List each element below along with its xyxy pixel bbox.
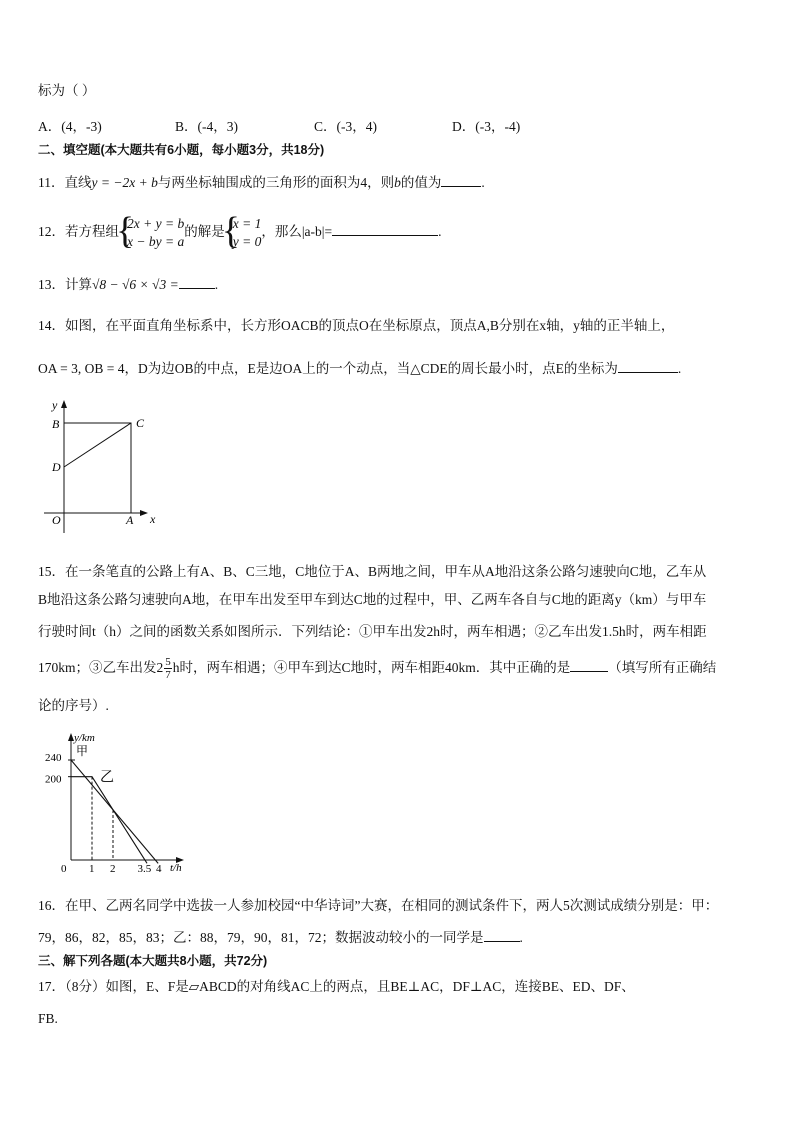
q10-option-b: B．(-4，3) xyxy=(175,119,238,134)
q11-answer-blank xyxy=(441,173,481,187)
q17-line1: 17．（8分）如图，E、F是▱ABCD的对角线AC上的两点，且BE⊥AC，DF⊥AC，连接BE、ED、DF、 xyxy=(38,979,635,994)
q12-sol1: { x = 1 xyxy=(232,215,262,231)
q11-text-a: 直线 xyxy=(64,175,92,190)
q13-end: . xyxy=(214,277,219,292)
q15-frac-num: 5 xyxy=(165,656,171,669)
x-axis-label: t/h xyxy=(170,862,182,874)
q12 xyxy=(38,212,441,252)
q14-end: . xyxy=(677,361,682,376)
q15-fraction xyxy=(164,656,172,681)
y-tick-label: 200 xyxy=(45,773,62,786)
q15-line4-b: h时，两车相遇；④甲车到达C地时，两车相距40km．其中正确的是 xyxy=(172,660,571,675)
q16-line1: 16．在甲、乙两名同学中选拔一人参加校园“中华诗词”大赛，在相同的测试条件下，两人5次测试成绩分别是：甲： xyxy=(38,898,719,913)
section3-title: 三、解下列各题(本大题共8小题，共72分) xyxy=(38,954,268,968)
q11-equation: y = −2x + b xyxy=(91,175,158,190)
q14-answer-blank xyxy=(618,359,678,373)
q12-text-a: 若方程组 xyxy=(65,224,119,239)
q16-line2 xyxy=(38,928,523,947)
q11-text-b: 与两坐标轴围成的三角形的面积为4，则 xyxy=(157,175,395,190)
q13-answer-blank xyxy=(179,275,215,289)
q15-line4 xyxy=(38,653,716,683)
q14-line2-text: OA = 3, OB = 4，D为边OB的中点，E是边OA上的一个动点，当△CDE的周长最小时，点E的坐标为 xyxy=(38,361,618,376)
series-label-yi: 乙 xyxy=(100,770,114,786)
q16-line2-text: 79，86，82，85，83；乙：88，79，90，81，72；数据波动较小的一同学是 xyxy=(38,930,484,945)
section2-title: 二、填空题(本大题共有6小题，每小题3分，共18分) xyxy=(38,143,325,157)
q13 xyxy=(38,275,218,294)
q15-line3: 行驶时间t（h）之间的函数关系如图所示．下列结论：①甲车出发2h时，两车相遇；②乙车出发1.5h时，两车相距 xyxy=(38,624,707,639)
q11-num: 11． xyxy=(38,175,65,190)
q14-figure xyxy=(40,395,170,535)
q13-expression: √8 − √6 × √3 = xyxy=(92,277,179,292)
q12-solution xyxy=(225,215,262,251)
q14-label-c: C xyxy=(136,416,145,430)
q12-eq2: x − by = a xyxy=(127,233,185,249)
q13-num: 13． xyxy=(38,277,65,292)
q14-y-arrow xyxy=(61,400,67,408)
q12-sol2: y = 0 xyxy=(232,233,262,249)
q12-text-b: 的解是 xyxy=(184,224,225,239)
q14-label-d: D xyxy=(52,460,61,474)
q10-option-d: D．(-3，-4) xyxy=(452,119,521,134)
q12-text-c: ，那么|a-b|= xyxy=(261,224,333,239)
q14-label-a: A xyxy=(126,513,134,527)
q11 xyxy=(38,173,485,192)
q15-line2: B地沿这条公路匀速驶向A地，在甲车出发至甲车到达C地的过程中，甲、乙两车各自与C地的距离y（km）与甲车 xyxy=(38,592,707,607)
q13-text-a: 计算 xyxy=(65,277,92,292)
q10-tail: 标为（ ） xyxy=(38,83,96,98)
q14-label-b: B xyxy=(52,417,60,431)
q14-segment-dc xyxy=(64,423,131,467)
q14-rectangle xyxy=(64,423,131,513)
q12-end: . xyxy=(438,224,442,239)
q12-answer-blank xyxy=(332,222,438,236)
q15-answer-blank xyxy=(570,658,608,672)
q15-line4-a: 170km；③乙车出发2 xyxy=(38,660,164,675)
q10-option-a: A．(4，-3) xyxy=(38,119,102,134)
q14-label-o: O xyxy=(52,513,61,527)
q12-system xyxy=(119,215,184,251)
q14-line2 xyxy=(38,359,681,378)
q15-line4-c: （填写所有正确结 xyxy=(608,660,717,675)
q14-label-x: x xyxy=(150,512,156,526)
q14-x-arrow xyxy=(140,510,148,516)
q12-eq1: { 2x + y = b xyxy=(127,215,185,231)
q15-frac-den: 7 xyxy=(165,669,171,682)
q10-option-c: C．(-3，4) xyxy=(314,119,377,134)
q15-line5: 论的序号）. xyxy=(38,698,109,713)
q14-label-y: y xyxy=(52,398,58,412)
y-axis-label: y/km xyxy=(74,732,95,744)
x-tick-label: 3.5 xyxy=(137,863,152,875)
x-tick-label: 1 xyxy=(89,863,95,875)
series-line-yi xyxy=(71,777,147,864)
q12-num: 12． xyxy=(38,224,65,239)
q11-var: b xyxy=(394,175,401,190)
q11-text-c: 的值为 xyxy=(400,175,442,190)
x-tick-label: 4 xyxy=(156,863,162,875)
q15-line1: 15．在一条笔直的公路上有A、B、C三地，C地位于A、B两地之间，甲车从A地沿这条公路匀速驶向C地，乙车从 xyxy=(38,564,707,579)
q15-chart xyxy=(40,728,200,878)
q16-answer-blank xyxy=(484,928,520,942)
y-tick-label: 240 xyxy=(45,752,62,764)
q11-end: . xyxy=(481,175,485,190)
series-label-jia: 甲 xyxy=(76,744,89,758)
x-tick-label: 0 xyxy=(61,863,67,875)
q17-line2: FB. xyxy=(38,1011,58,1026)
q16-end: . xyxy=(519,930,523,945)
x-tick-label: 2 xyxy=(110,863,116,875)
q14-line1: 14．如图，在平面直角坐标系中，长方形OACB的顶点O在坐标原点，顶点A,B分别在x轴，y轴的正半轴上， xyxy=(38,318,675,333)
